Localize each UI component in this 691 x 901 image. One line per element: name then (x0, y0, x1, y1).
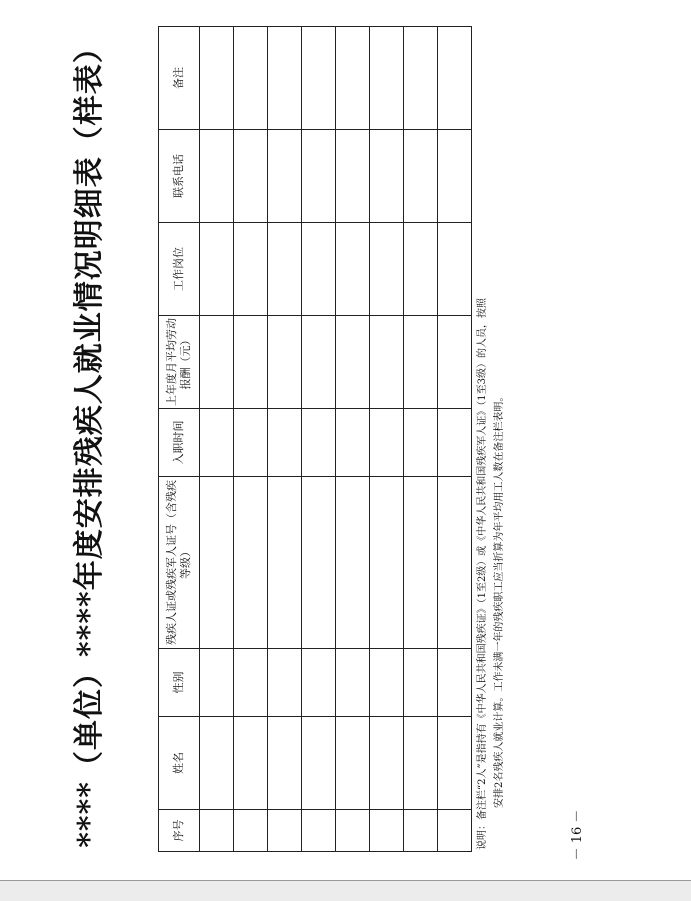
table-cell (234, 223, 268, 316)
table-cell (268, 27, 302, 130)
table-cell (200, 130, 234, 223)
header-contact-phone: 联系电话 (159, 130, 200, 223)
table-cell (438, 810, 472, 852)
table-cell (404, 409, 438, 477)
table-cell (404, 27, 438, 130)
table-cell (302, 130, 336, 223)
table-cell (268, 717, 302, 810)
table-cell (336, 810, 370, 852)
table-cell (234, 649, 268, 717)
table-cell (370, 316, 404, 409)
table-cell (336, 316, 370, 409)
table-cell (268, 223, 302, 316)
table-cell (404, 810, 438, 852)
notes-line-2: 安排2名残疾人就业计算。工作未满一年的残疾职工应当折算为年平均用工人数在备注栏表明。 (494, 391, 505, 808)
table-row (268, 27, 302, 852)
table-row (302, 27, 336, 852)
table-cell (336, 130, 370, 223)
table-cell (234, 130, 268, 223)
header-serial-number: 序号 (159, 810, 200, 852)
table-header-row (159, 27, 200, 852)
table-cell (234, 409, 268, 477)
table-cell (302, 223, 336, 316)
header-certificate-number: 残疾人证或残疾军人证号（含残疾等级） (159, 477, 200, 649)
table-cell (268, 810, 302, 852)
table-cell (438, 409, 472, 477)
table-cell (404, 717, 438, 810)
table-cell (404, 649, 438, 717)
page-number: － 16 － (570, 809, 585, 861)
table-cell (234, 316, 268, 409)
table-cell (268, 316, 302, 409)
table-cell (302, 810, 336, 852)
table-cell (200, 717, 234, 810)
table-cell (336, 477, 370, 649)
table-cell (370, 409, 404, 477)
table-cell (336, 223, 370, 316)
table-cell (234, 717, 268, 810)
table-cell (302, 477, 336, 649)
table-row (404, 27, 438, 852)
table-cell (268, 409, 302, 477)
table-cell (234, 477, 268, 649)
header-gender: 性别 (159, 649, 200, 717)
table-cell (234, 27, 268, 130)
table-cell (336, 27, 370, 130)
table-cell (404, 223, 438, 316)
table-cell (268, 130, 302, 223)
table-cell (370, 810, 404, 852)
table-row (370, 27, 404, 852)
footer-band (0, 881, 691, 901)
table-cell (336, 409, 370, 477)
table-cell (200, 409, 234, 477)
table-cell (404, 316, 438, 409)
table-cell (438, 649, 472, 717)
table-cell (370, 477, 404, 649)
document-page (46, 10, 606, 870)
table-cell (268, 477, 302, 649)
table-cell (438, 316, 472, 409)
table-cell (200, 810, 234, 852)
table-row (336, 27, 370, 852)
table-cell (404, 477, 438, 649)
table-cell (200, 649, 234, 717)
header-remarks: 备注 (159, 27, 200, 130)
table-cell (302, 409, 336, 477)
table-cell (438, 130, 472, 223)
table-cell (336, 717, 370, 810)
table-cell (438, 223, 472, 316)
table-cell (336, 649, 370, 717)
table-cell (200, 316, 234, 409)
table-cell (438, 717, 472, 810)
table-cell (200, 27, 234, 130)
header-name: 姓名 (159, 717, 200, 810)
table-cell (200, 477, 234, 649)
table-cell (302, 717, 336, 810)
table-cell (438, 27, 472, 130)
table-cell (302, 27, 336, 130)
table-cell (302, 316, 336, 409)
table-row (438, 27, 472, 852)
notes-section (474, 10, 508, 850)
table-cell (404, 130, 438, 223)
header-average-monthly-pay: 上年度月平均劳动报酬（元） (159, 316, 200, 409)
table-cell (370, 130, 404, 223)
table-row (200, 27, 234, 852)
notes-line-1: 说明：备注栏“2人”是指持有《中华人民共和国残疾证》（1至2级）或《中华人民共和国残疾军人证》（1至3级）的人员，按照 (477, 297, 488, 850)
employment-detail-table (158, 26, 472, 852)
table-cell (370, 223, 404, 316)
table-cell (302, 649, 336, 717)
table-cell (200, 223, 234, 316)
table-cell (370, 717, 404, 810)
table-row (234, 27, 268, 852)
header-hire-date: 入职时间 (159, 409, 200, 477)
table-cell (438, 477, 472, 649)
table-cell (370, 649, 404, 717)
table-cell (268, 649, 302, 717)
table-cell (234, 810, 268, 852)
document-title: ****（单位）****年度安排残疾人就业情况明细表（样表） (72, 32, 107, 848)
header-job-position: 工作岗位 (159, 223, 200, 316)
table-cell (370, 27, 404, 130)
